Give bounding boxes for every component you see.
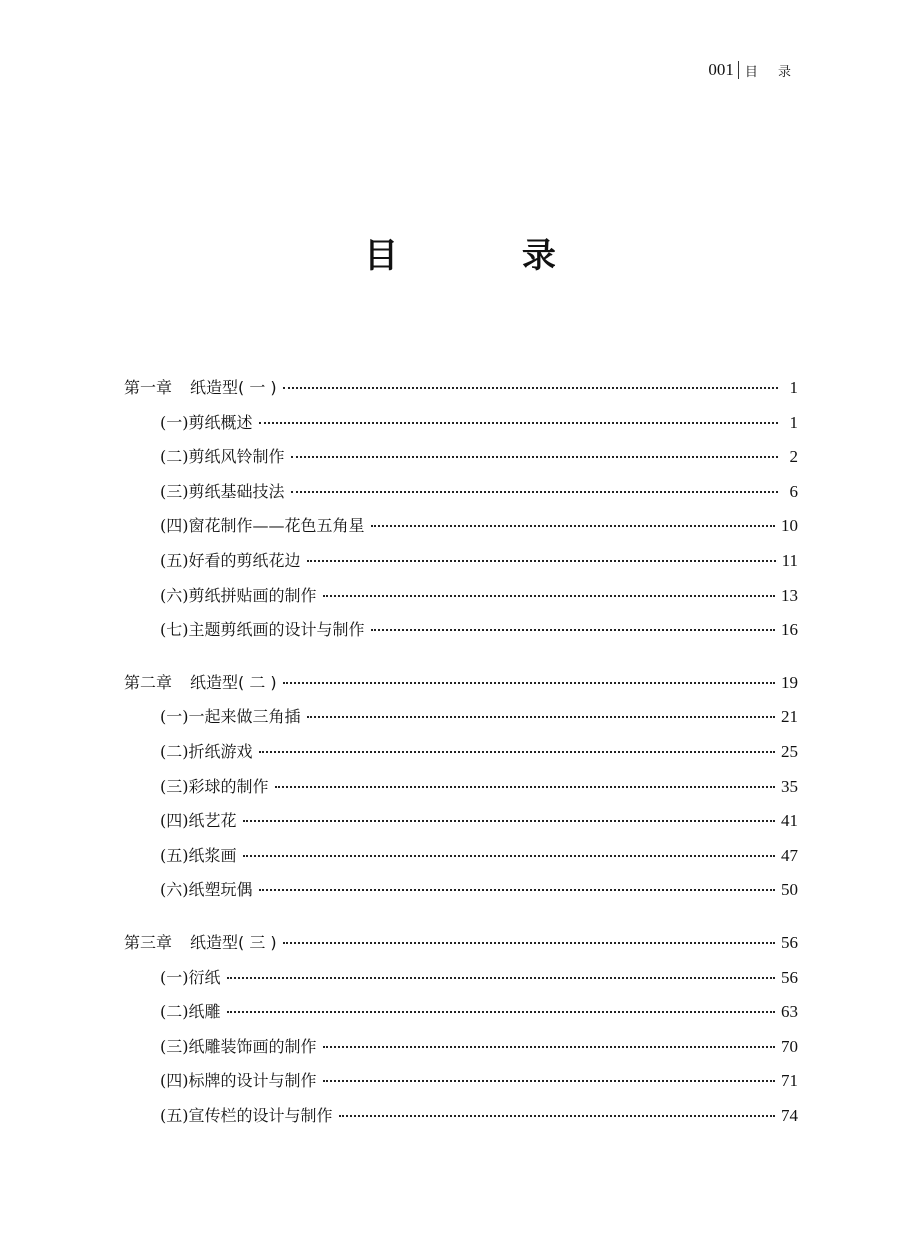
- toc-section-entry[interactable]: [124, 445, 798, 480]
- dot-leader: [259, 751, 776, 753]
- chapter-number: 第一章: [124, 378, 173, 397]
- section-page: 56: [781, 967, 798, 987]
- toc-section-entry[interactable]: [124, 584, 798, 619]
- dot-leader: [275, 786, 776, 788]
- section-title: (三)纸雕装饰画的制作: [160, 1036, 317, 1056]
- toc-section-entry[interactable]: [124, 775, 798, 810]
- section-page: 70: [781, 1036, 798, 1056]
- section-page: 16: [781, 620, 798, 640]
- chapter-1: [124, 376, 798, 653]
- section-page: 10: [781, 516, 798, 536]
- toc-section-entry[interactable]: [124, 1035, 798, 1070]
- page-title: 目 录: [364, 236, 612, 276]
- dot-leader: [323, 595, 776, 597]
- section-title: (二)剪纸风铃制作: [160, 447, 285, 467]
- chapter-page: 19: [781, 672, 798, 692]
- toc-section-entry[interactable]: [124, 705, 798, 740]
- section-page: 41: [781, 811, 798, 831]
- dot-leader: [227, 977, 776, 979]
- section-title: (六)纸塑玩偶: [160, 880, 253, 900]
- chapter-title: 纸造型( 三 ): [190, 932, 277, 952]
- section-page: 13: [781, 585, 798, 605]
- page-number: 001: [708, 60, 734, 79]
- section-page: 71: [781, 1071, 798, 1091]
- toc-section-entry[interactable]: [124, 480, 798, 515]
- table-of-contents: [124, 376, 798, 1156]
- section-title: (一)剪纸概述: [160, 412, 253, 432]
- section-page: 2: [789, 447, 798, 467]
- chapter-number: 第二章: [124, 672, 173, 692]
- toc-section-entry[interactable]: [124, 618, 798, 653]
- toc-chapter-entry[interactable]: [124, 376, 798, 411]
- section-page: 1: [789, 412, 798, 432]
- section-title: (二)折纸游戏: [160, 741, 253, 761]
- toc-chapter-entry[interactable]: [124, 931, 798, 966]
- section-title: (五)纸浆画: [160, 845, 237, 865]
- section-page: 74: [781, 1105, 798, 1125]
- dot-leader: [243, 820, 776, 822]
- dot-leader: [283, 682, 775, 684]
- chapter-3: [124, 931, 798, 1139]
- toc-section-entry[interactable]: [124, 878, 798, 913]
- toc-section-entry[interactable]: [124, 549, 798, 584]
- toc-section-entry[interactable]: [124, 1000, 798, 1035]
- toc-section-entry[interactable]: [124, 844, 798, 879]
- toc-section-entry[interactable]: [124, 411, 798, 446]
- section-title: (三)彩球的制作: [160, 776, 269, 796]
- dot-leader: [291, 456, 779, 458]
- dot-leader: [227, 1011, 776, 1013]
- section-title: (五)宣传栏的设计与制作: [160, 1105, 333, 1125]
- dot-leader: [243, 855, 776, 857]
- section-title: (二)纸雕: [160, 1002, 221, 1022]
- header-divider: [738, 61, 739, 79]
- toc-section-entry[interactable]: [124, 809, 798, 844]
- chapter-page: 56: [781, 932, 798, 952]
- section-page: 47: [781, 845, 798, 865]
- section-page: 50: [781, 880, 798, 900]
- section-page: 25: [781, 741, 798, 761]
- dot-leader: [259, 889, 776, 891]
- section-title: (一)衍纸: [160, 967, 221, 987]
- section-title: (六)剪纸拼贴画的制作: [160, 585, 317, 605]
- section-title: (三)剪纸基础技法: [160, 481, 285, 501]
- toc-section-entry[interactable]: [124, 966, 798, 1001]
- toc-section-entry[interactable]: [124, 514, 798, 549]
- chapter-title: 纸造型( 二 ): [190, 672, 277, 692]
- toc-section-entry[interactable]: [124, 1104, 798, 1139]
- dot-leader: [259, 422, 779, 424]
- dot-leader: [307, 716, 776, 718]
- dot-leader: [307, 560, 776, 562]
- section-title: (四)标牌的设计与制作: [160, 1071, 317, 1091]
- chapter-page: 1: [789, 378, 798, 397]
- toc-section-entry[interactable]: [124, 740, 798, 775]
- dot-leader: [291, 491, 779, 493]
- dot-leader: [371, 525, 776, 527]
- toc-chapter-entry[interactable]: [124, 671, 798, 706]
- section-page: 35: [781, 776, 798, 796]
- dot-leader: [323, 1046, 776, 1048]
- section-title: (一)一起来做三角插: [160, 707, 301, 727]
- section-title: (四)纸艺花: [160, 811, 237, 831]
- running-head-label: 目 录: [744, 64, 799, 80]
- running-head: [708, 60, 799, 80]
- chapter-number: 第三章: [124, 932, 173, 952]
- section-page: 63: [781, 1002, 798, 1022]
- section-title: (四)窗花制作——花色五角星: [160, 516, 365, 536]
- dot-leader: [283, 387, 778, 389]
- toc-section-entry[interactable]: [124, 1069, 798, 1104]
- section-page: 21: [781, 707, 798, 727]
- section-page: 6: [789, 481, 798, 501]
- chapter-title: 纸造型( 一 ): [190, 378, 277, 397]
- dot-leader: [371, 629, 776, 631]
- dot-leader: [339, 1115, 776, 1117]
- dot-leader: [323, 1080, 776, 1082]
- chapter-2: [124, 671, 798, 913]
- section-page: 11: [781, 550, 798, 570]
- section-title: (五)好看的剪纸花边: [160, 550, 301, 570]
- dot-leader: [283, 942, 775, 944]
- section-title: (七)主题剪纸画的设计与制作: [160, 620, 365, 640]
